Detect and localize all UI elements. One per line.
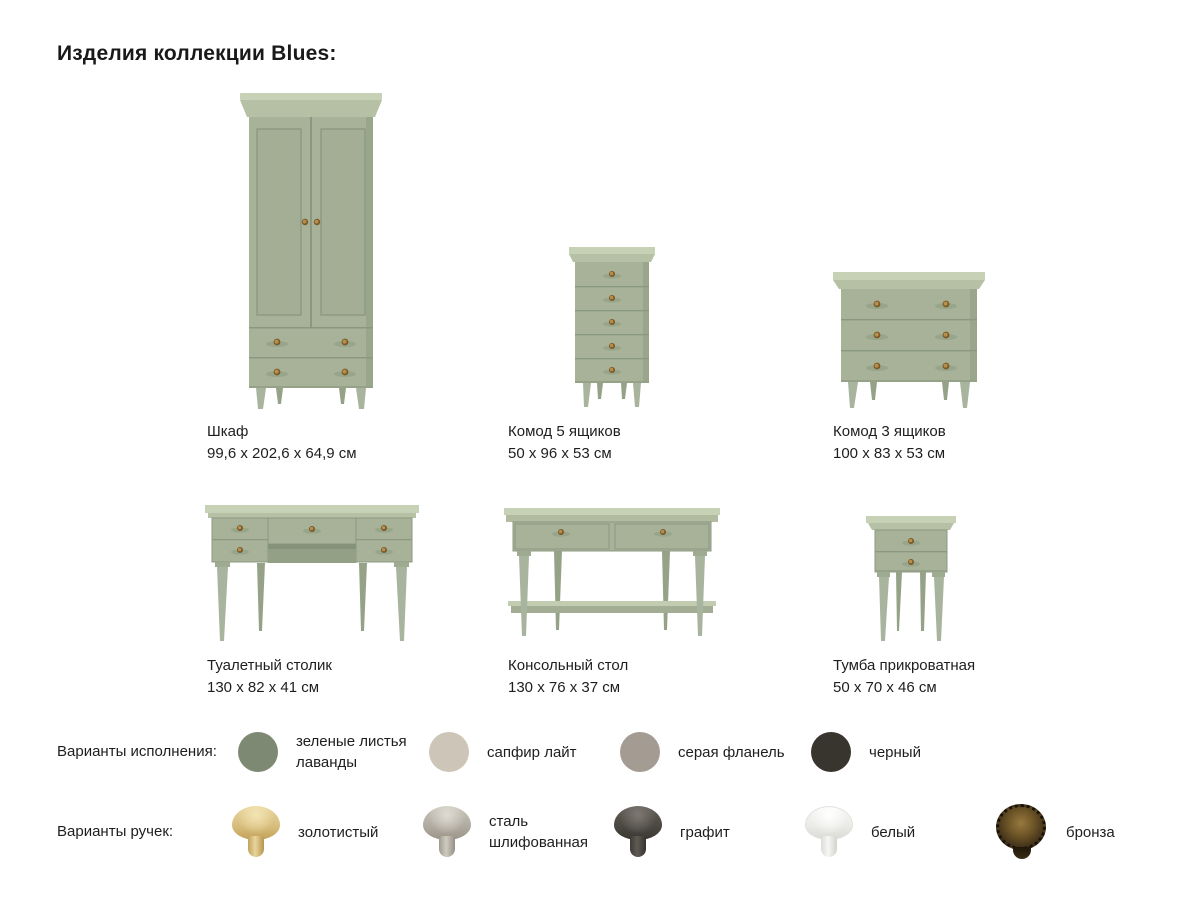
handle-label: сталь шлифованная [489,813,589,851]
bedside-table-illustration [866,513,956,643]
product-label-chest5 [508,421,621,465]
product-name: Комод 5 ящиков [508,423,621,440]
chest3-illustration [830,268,988,408]
product-dimensions: 99,6 x 202,6 x 64,9 см [207,445,357,462]
finish-option-grey-flannel [620,712,785,792]
product-dimensions: 130 x 76 x 37 см [508,679,621,696]
product-label-wardrobe [207,421,357,465]
finish-swatch [620,732,660,772]
finish-swatch [238,732,278,772]
finish-label: черный [869,743,921,761]
product-label-chest3 [833,421,946,465]
chest3-image [830,268,988,408]
handles-section-label: Варианты ручек: [57,823,174,840]
handle-option-gold [232,792,378,872]
wardrobe-image [232,93,390,409]
wardrobe-illustration [232,93,390,409]
finish-label: зеленые листья лаванды [296,733,407,771]
product-label-bedside-table [833,655,975,699]
finish-swatch [429,732,469,772]
product-dimensions: 130 x 82 x 41 см [207,679,320,696]
handle-option-graphite [614,792,730,872]
handle-label: белый [871,823,916,841]
bedside-table-image [866,513,956,643]
gold-knob-icon [232,806,280,858]
finish-label: сапфир лайт [487,743,577,761]
handle-label: золотистый [298,823,379,841]
product-label-console-table [508,655,628,699]
product-name: Шкаф [207,423,249,440]
handle-label: бронза [1066,823,1115,841]
console-table-image [504,508,720,643]
product-name: Комод 3 ящиков [833,423,946,440]
page-title: Изделия коллекции Blues: [57,42,337,65]
finish-option-green [238,712,426,792]
dressing-table-illustration [205,503,419,643]
handle-option-white [805,792,915,872]
product-dimensions: 50 x 96 x 53 см [508,445,612,462]
chest5-image [567,241,657,409]
dressing-table-image [205,503,419,643]
white-knob-icon [805,806,853,858]
console-table-illustration [504,508,720,643]
handle-label: графит [680,823,730,841]
handle-option-steel [423,792,619,872]
finish-swatch [811,732,851,772]
graphite-knob-icon [614,806,662,858]
product-dimensions: 50 x 70 x 46 см [833,679,937,696]
bronze-knob-icon [996,804,1048,860]
finish-option-black [811,712,921,792]
product-name: Туалетный столик [207,657,332,674]
finish-label: серая фланель [678,743,785,761]
product-label-dressing-table [207,655,332,699]
product-dimensions: 100 x 83 x 53 см [833,445,946,462]
steel-knob-icon [423,806,471,858]
finish-option-sapphire-light [429,712,577,792]
handle-option-bronze [996,792,1115,872]
finishes-section-label: Варианты исполнения: [57,743,217,760]
product-name: Консольный стол [508,657,629,674]
chest5-illustration [567,241,657,409]
product-name: Тумба прикроватная [833,657,976,674]
